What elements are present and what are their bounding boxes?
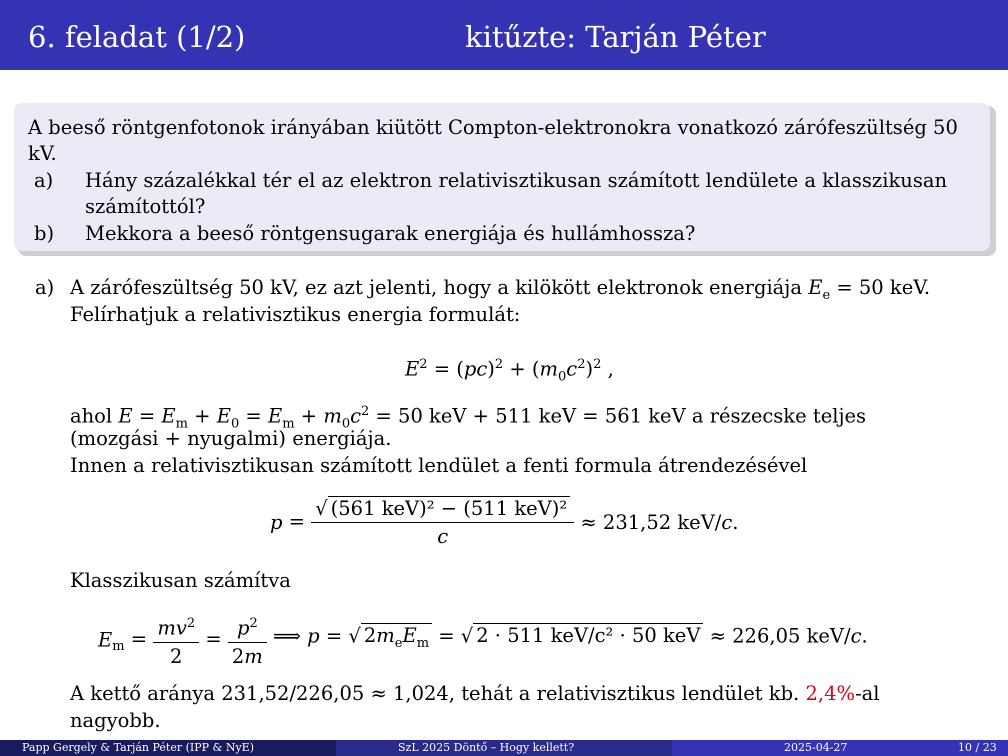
solution-line-1-text: A zárófeszültség 50 kV, ez azt jelenti, hogy a kilökött elektronok energiája bbox=[70, 276, 802, 299]
energy-formula: $E^2 = (pc)^2 + (m_0c^2)^2$ , bbox=[405, 357, 614, 385]
classical-label: Klasszikusan számítva bbox=[70, 569, 291, 592]
momentum-result: ≈ 231,52 keV/ bbox=[580, 511, 722, 534]
solution-line-3-eq: = 50 keV + 511 keV = 561 keV a részecske teljes bbox=[375, 404, 867, 428]
footer-authors-segment bbox=[0, 740, 336, 756]
slide-author: kitűzte: Tarján Péter bbox=[465, 20, 766, 54]
problem-item-label: b) bbox=[34, 222, 55, 245]
slide-title: 6. feladat (1/2) bbox=[28, 20, 246, 54]
slide-footer bbox=[0, 740, 1008, 756]
footer-authors: Papp Gergely & Tarján Péter (IPP & NyE) bbox=[22, 741, 255, 754]
ratio-line-2: nagyobb. bbox=[70, 709, 161, 732]
solution-line-3-pre: ahol bbox=[70, 404, 113, 428]
problem-item-label: a) bbox=[34, 169, 54, 192]
footer-event-segment bbox=[336, 740, 672, 756]
classical-sqrt-content: 2 · 511 keV/c² · 50 keV bbox=[473, 623, 703, 647]
problem-item-text: Hány százalékkal tér el az elektron relativisztikusan számított lendülete a klasszikusan számítottól? bbox=[85, 169, 948, 218]
ratio-line bbox=[70, 680, 880, 707]
ratio-highlight: 2,4% bbox=[805, 682, 856, 705]
solution-line-4: (mozgási + nyugalmi) energiája. bbox=[70, 427, 392, 450]
ratio-suffix: -al bbox=[855, 682, 880, 705]
problem-item-text: Mekkora a beeső röntgensugarak energiája és hullámhossza? bbox=[85, 222, 696, 245]
ratio-text: A kettő aránya 231,52/226,05 ≈ 1,024, tehát a relativisztikus lendület kb. bbox=[70, 682, 800, 705]
solution-label: a) bbox=[35, 276, 55, 299]
footer-event: SzL 2025 Döntő – Hogy kellett? bbox=[398, 741, 575, 754]
footer-date-segment bbox=[672, 740, 1008, 756]
footer-date: 2025-04-27 bbox=[784, 741, 848, 754]
energy-subscript: e bbox=[822, 287, 831, 303]
solution-line-2: Felírhatjuk a relativisztikus energia formulát: bbox=[70, 303, 521, 326]
slide-header bbox=[0, 0, 1008, 70]
momentum-formula: p = $\frac{\text{√ (561 keV)² − (511 keV)²}}{c}$ ≈ 231,52 keV/c. bbox=[270, 497, 739, 548]
momentum-formula-numerator: (561 keV)² − (511 keV)² bbox=[328, 496, 571, 520]
solution-line-1-tail: = 50 keV. bbox=[836, 276, 931, 299]
classical-result: ≈ 226,05 keV/ bbox=[709, 624, 851, 648]
energy-symbol: E bbox=[808, 276, 823, 299]
problem-box bbox=[14, 103, 990, 251]
problem-intro: A beeső röntgenfotonok irányában kiütött Compton-elektronokra vonatkozó zárófeszültség 50 kV. bbox=[28, 116, 958, 165]
footer-page: 10 / 23 bbox=[958, 741, 997, 754]
solution-line-3: ahol $E = E_m + E_0 = E_m + m_0c^2 = 50$ keV + 511 keV = 561 keV a részecske teljes bbox=[70, 404, 867, 432]
classical-formula: $E_m$ = $\frac{mv^2}{2}$ = $\frac{p^2}{2m}$ ⟹ p = √ $2m_eE_m$ = √ 2 · 511 keV/c² · 50 keV ≈ 226,05 keV/c. bbox=[98, 616, 868, 668]
solution-line-5: Innen a relativisztikusan számított lendület a fenti formula átrendezésével bbox=[70, 454, 808, 477]
